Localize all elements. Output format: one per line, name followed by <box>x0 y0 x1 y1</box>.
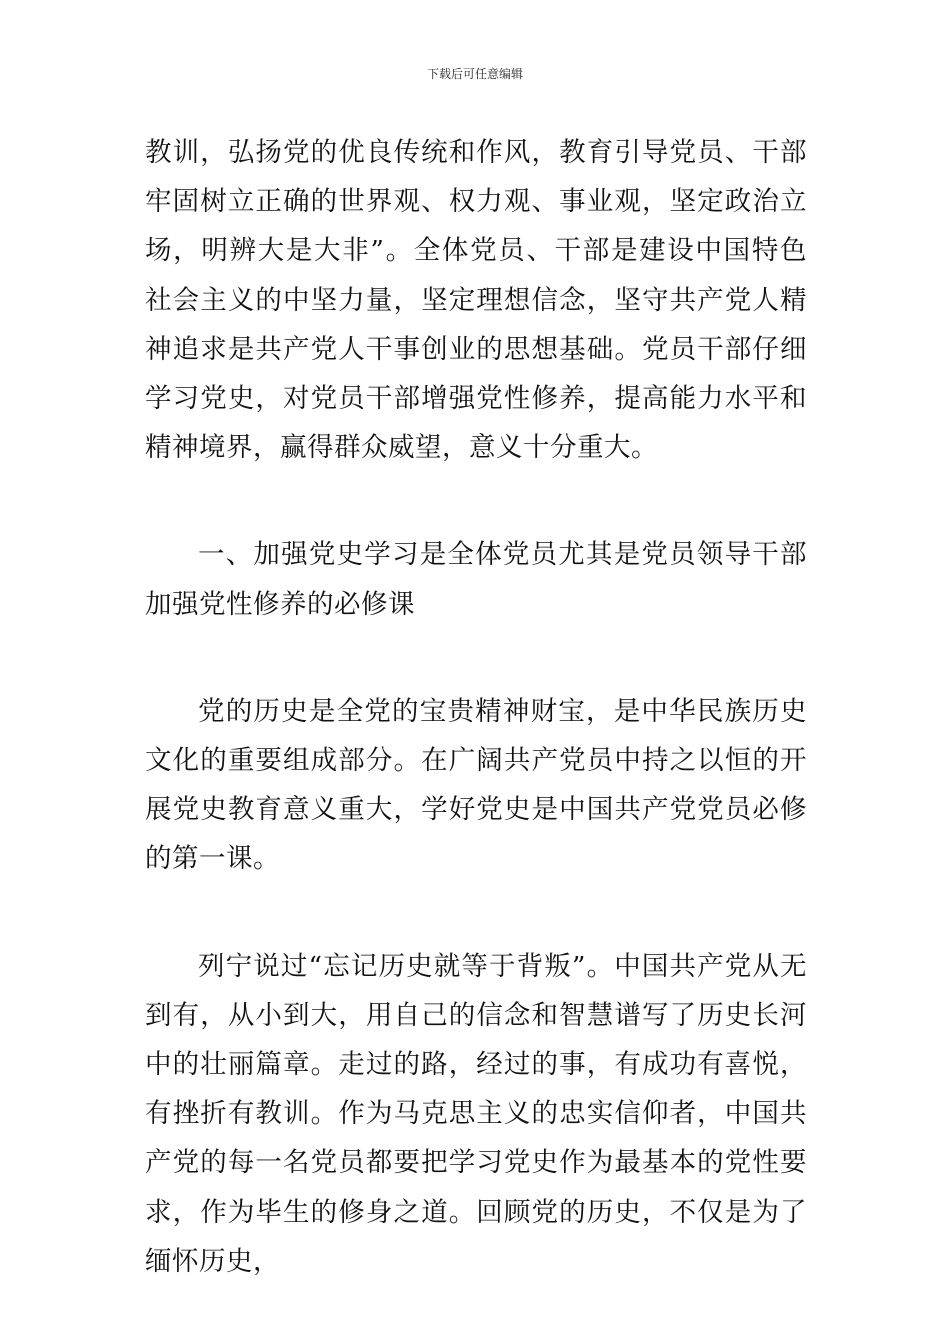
paragraph-lenin-quote: 列宁说过“忘记历史就等于背叛”。中国共产党从无到有，从小到大，用自己的信念和智慧谱写了历史长河中的壮丽篇章。走过的路，经过的事，有成功有喜悦，有挫折有教训。作为马克思主义的忠实信仰者，中国共产党的每一名党员都要把学习党史作为最基本的党性要求，作为毕生的修身之道。回顾党的历史，不仅是为了缅怀历史， <box>145 950 807 1277</box>
section-heading: 一、加强党史学习是全体党员尤其是党员领导干部加强党性修养的必修课 <box>145 539 807 620</box>
document-body <box>145 128 807 1286</box>
paragraph-party-history: 党的历史是全党的宝贵精神财宝，是中华民族历史文化的重要组成部分。在广阔共产党员中持之以恒的开展党史教育意义重大，学好党史是中国共产党党员必修的第一课。 <box>145 695 807 875</box>
paragraph-continuation: 教训，弘扬党的优良传统和作风，教育引导党员、干部牢固树立正确的世界观、权力观、事业观，坚定政治立场，明辨大是大非”。全体党员、干部是建设中国特色社会主义的中坚力量，坚定理想信念，坚守共产党人精神追求是共产党人干事创业的思想基础。党员干部仔细学习党史，对党员干部增强党性修养，提高能力水平和精神境界，赢得群众威望，意义十分重大。 <box>145 137 807 464</box>
page-header: 下载后可任意编辑 <box>426 67 523 81</box>
